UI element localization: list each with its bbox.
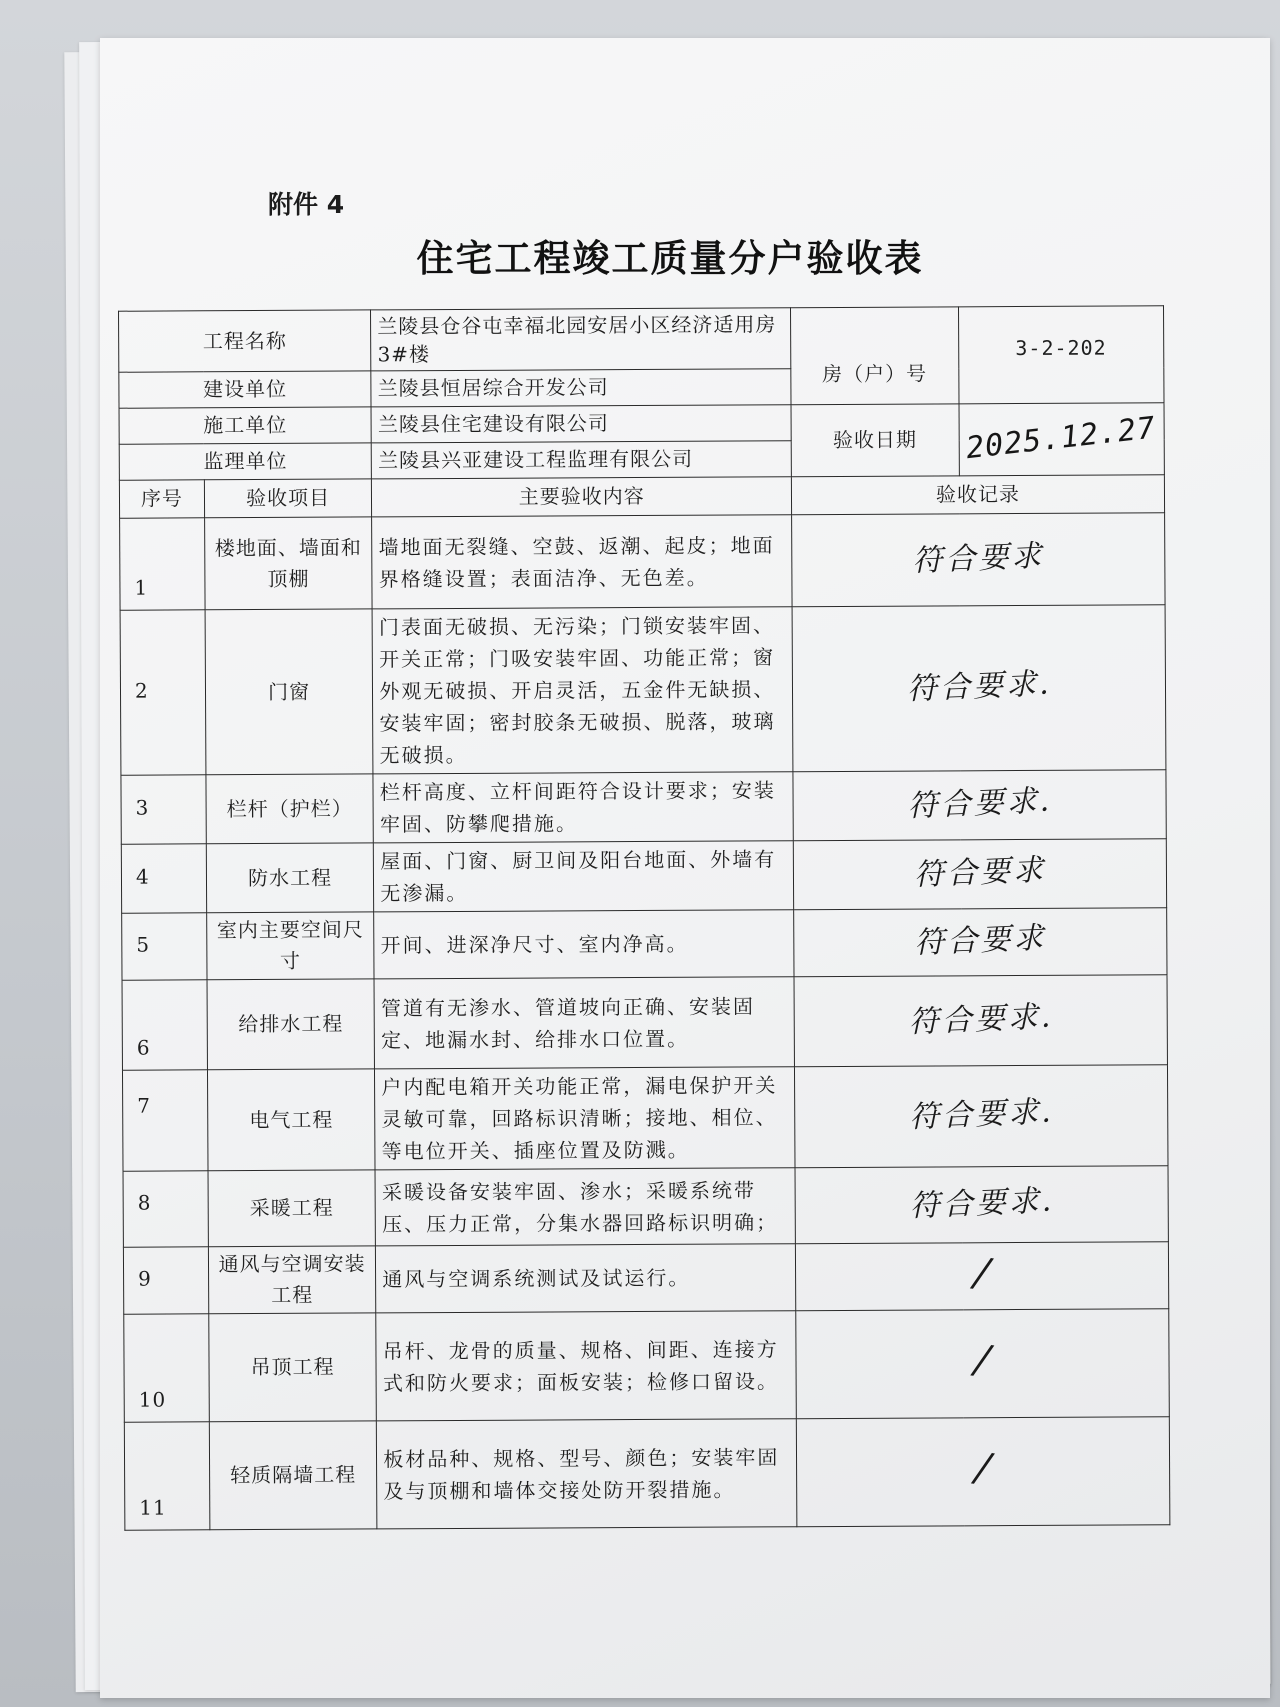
- acceptance-table: [118, 305, 1170, 1530]
- row-number: 10: [124, 1314, 209, 1422]
- row-item: 吊顶工程: [209, 1313, 377, 1422]
- table-row: [123, 1242, 1168, 1314]
- column-header-row: [119, 475, 1164, 518]
- row-item: 室内主要空间尺寸: [207, 912, 375, 980]
- table-row: [120, 513, 1165, 610]
- row-item: 栏杆（护栏）: [206, 774, 374, 844]
- builder-label: 建设单位: [119, 371, 371, 408]
- handwritten-record: 符合要求: [911, 538, 1045, 579]
- project-name-label: 工程名称: [119, 310, 372, 372]
- row-content: 管道有无渗水、管道坡向正确、安装固定、地漏水封、给排水口位置。: [374, 977, 794, 1069]
- row-content: 户内配电箱开关功能正常，漏电保护开关灵敏可靠，回路标识清晰；接地、相位、等电位开关、插座位置及防溅。: [375, 1067, 795, 1170]
- row-record-cell: [796, 1417, 1169, 1527]
- row-content: 门表面无破损、无污染；门锁安装牢固、开关正常；门吸安装牢固、功能正常；窗外观无破损、开启灵活，五金件无缺损、 安装牢固；密封胶条无破损、脱落，玻璃无破损。: [372, 607, 793, 774]
- row-item: 防水工程: [206, 843, 374, 913]
- row-content: 通风与空调系统测试及试运行。: [376, 1244, 796, 1313]
- handwritten-record: /: [971, 1248, 993, 1297]
- row-content: 板材品种、规格、型号、颜色；安装牢固及与顶棚和墙体交接处防开裂措施。: [377, 1419, 797, 1529]
- row-number: 7: [122, 1070, 207, 1171]
- row-content: 采暖设备安装牢固、渗水；采暖系统带压、压力正常，分集水器回路标识明确；: [375, 1168, 795, 1246]
- row-number: 3: [121, 775, 206, 844]
- row-content: 栏杆高度、立杆间距符合设计要求；安装牢固、防攀爬措施。: [373, 772, 793, 843]
- handwritten-record: /: [972, 1336, 993, 1384]
- document-title: 住宅工程竣工质量分户验收表: [416, 237, 924, 280]
- col-header-content: 主要验收内容: [372, 477, 792, 517]
- project-name-row: [119, 306, 1164, 372]
- row-item: 楼地面、墙面和顶棚: [204, 517, 372, 610]
- row-record-cell: [793, 770, 1166, 841]
- acceptance-form: [118, 305, 1170, 1520]
- col-header-item: 验收项目: [204, 479, 372, 518]
- col-header-record: 验收记录: [791, 475, 1164, 515]
- contractor-label: 施工单位: [119, 407, 371, 444]
- handwritten-record: 符合要求.: [908, 1182, 1055, 1224]
- table-row: [122, 908, 1167, 980]
- handwritten-record: 符合要求.: [907, 998, 1054, 1040]
- row-item: 通风与空调安装工程: [208, 1246, 376, 1314]
- row-item: 门窗: [205, 609, 373, 775]
- row-record-cell: [795, 1242, 1168, 1311]
- supervisor-value: 兰陵县兴亚建设工程监理有限公司: [371, 441, 791, 479]
- contractor-value: 兰陵县住宅建设有限公司: [371, 405, 791, 443]
- room-label: 房（户）号: [791, 307, 959, 405]
- col-header-no: 序号: [119, 480, 204, 518]
- row-number: 5: [122, 913, 207, 980]
- row-record-cell: [795, 1065, 1168, 1168]
- row-number: 8: [123, 1171, 208, 1247]
- row-number: 4: [121, 844, 206, 913]
- table-row: [124, 1417, 1170, 1530]
- table-row: [120, 605, 1166, 775]
- row-content: 屋面、门窗、厨卫间及阳台地面、外墙有无渗漏。: [374, 841, 794, 912]
- supervisor-label: 监理单位: [119, 443, 371, 480]
- row-content: 墙地面无裂缝、空鼓、返潮、起皮；地面界格缝设置；表面洁净、无色差。: [372, 515, 792, 609]
- handwritten-record: 符合要求.: [906, 666, 1052, 708]
- handwritten-date: 2025.12.27: [964, 409, 1159, 466]
- handwritten-record: 符合要求: [913, 920, 1047, 961]
- table-row: [121, 839, 1166, 913]
- attachment-label: 附件 4: [268, 190, 345, 219]
- row-number: 1: [120, 518, 205, 610]
- row-number: 6: [122, 980, 207, 1070]
- room-value: 3-2-202: [958, 306, 1164, 404]
- table-row: [124, 1309, 1170, 1422]
- row-item: 轻质隔墙工程: [209, 1421, 377, 1530]
- row-number: 9: [123, 1247, 208, 1314]
- table-row: [123, 1166, 1168, 1247]
- handwritten-record: 符合要求: [913, 852, 1047, 893]
- row-content: 吊杆、龙骨的质量、规格、间距、连接方式和防火要求；面板安装；检修口留设。: [376, 1311, 796, 1421]
- row-number: 11: [124, 1422, 209, 1530]
- builder-value: 兰陵县恒居综合开发公司: [371, 369, 791, 407]
- row-number: 2: [120, 610, 206, 775]
- row-record-cell: [793, 839, 1166, 910]
- date-label: 验收日期: [791, 404, 959, 477]
- row-item: 给排水工程: [207, 979, 375, 1070]
- row-record-cell: [796, 1309, 1169, 1419]
- handwritten-record: /: [972, 1444, 994, 1492]
- date-cell: [959, 403, 1165, 476]
- row-item: 电气工程: [207, 1069, 375, 1171]
- row-record-cell: [795, 1166, 1168, 1244]
- row-record-cell: [792, 513, 1165, 607]
- row-record-cell: [794, 975, 1167, 1067]
- row-content: 开间、进深净尺寸、室内净高。: [374, 910, 794, 979]
- contractor-row: [119, 403, 1164, 444]
- handwritten-record: 符合要求.: [906, 783, 1053, 825]
- project-name-value: 兰陵县仓谷屯幸福北园安居小区经济适用房3#楼: [371, 308, 791, 371]
- table-row: [122, 975, 1167, 1070]
- table-row: [122, 1065, 1168, 1171]
- row-item: 采暖工程: [208, 1170, 376, 1247]
- handwritten-record: 符合要求.: [908, 1094, 1055, 1136]
- row-record-cell: [794, 908, 1167, 977]
- table-row: [121, 770, 1166, 844]
- row-record-cell: [792, 605, 1166, 772]
